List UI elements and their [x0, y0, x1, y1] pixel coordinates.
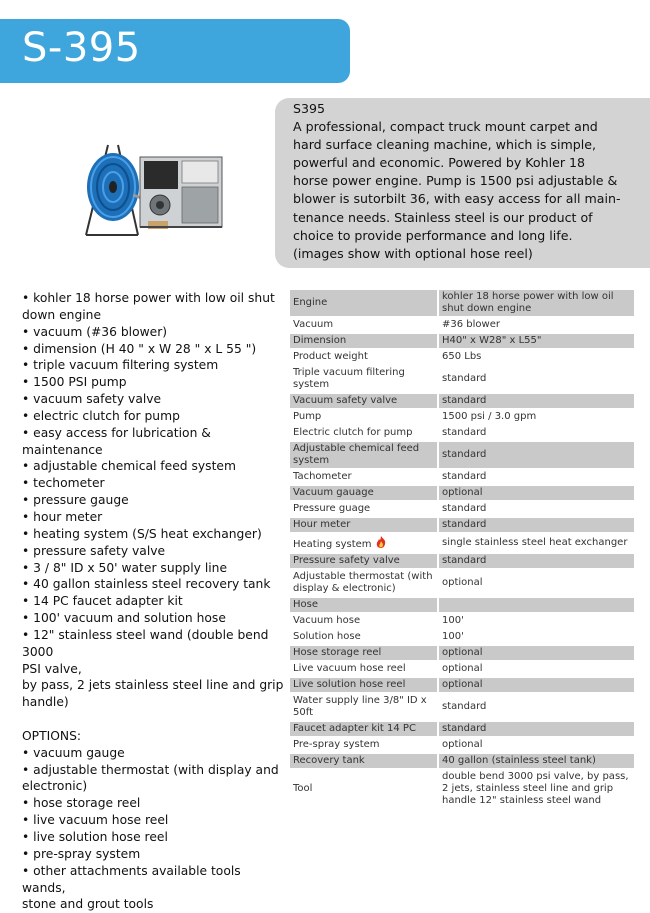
- spec-value: kohler 18 horse power with low oil shut down engine: [437, 290, 634, 316]
- spec-value: optional: [437, 570, 634, 596]
- spec-value: optional: [437, 646, 634, 660]
- spec-label-cell: [290, 694, 437, 720]
- feature-item: • heating system (S/S heat exchanger): [22, 526, 262, 541]
- spec-value: 650 Lbs: [437, 350, 634, 364]
- intro-line: powerful and economic. Powered by Kohler 18: [293, 155, 586, 171]
- table-row: [290, 350, 634, 364]
- feature-item: • vacuum gauge: [22, 745, 125, 760]
- spec-label: Faucet adapter kit 14 PC: [293, 723, 416, 734]
- spec-value: optional: [437, 678, 634, 692]
- feature-item: • electric clutch for pump: [22, 408, 180, 423]
- spec-label: Vacuum hose: [293, 615, 361, 626]
- table-row: [290, 646, 634, 660]
- spec-label: Pressure safety valve: [293, 555, 400, 566]
- spec-label-cell: [290, 318, 437, 332]
- table-row: [290, 334, 634, 348]
- feature-item: • 14 PC faucet adapter kit: [22, 594, 183, 609]
- table-row: [290, 722, 634, 736]
- fire-icon: [374, 535, 388, 549]
- table-row: [290, 486, 634, 500]
- spec-label-cell: [290, 662, 437, 676]
- table-row: [290, 662, 634, 676]
- intro-line: choice to provide performance and long life.: [293, 227, 573, 243]
- spec-value: H40" x W28" x L55": [437, 334, 634, 348]
- spec-label: Pre-spray system: [293, 739, 380, 750]
- feature-item: • other attachments available tools wands,: [22, 863, 241, 895]
- spec-label-cell: [290, 290, 437, 316]
- spec-value: optional: [437, 738, 634, 752]
- spec-value: [437, 598, 634, 612]
- feature-item: • 12" stainless steel wand (double bend 3000: [22, 627, 269, 659]
- spec-label-cell: [290, 722, 437, 736]
- spec-label: Tachometer: [293, 471, 352, 482]
- table-row: [290, 770, 634, 808]
- spec-label: Water supply line 3/8" ID x 50ft: [293, 695, 427, 718]
- intro-line: A professional, compact truck mount carpet and: [293, 119, 598, 135]
- feature-item: • 3 / 8" ID x 50' water supply line: [22, 560, 228, 575]
- spec-value: standard: [437, 470, 634, 484]
- feature-item: • pre-spray system: [22, 846, 141, 861]
- table-row: [290, 754, 634, 768]
- spec-label: Electric clutch for pump: [293, 427, 413, 438]
- spec-value: standard: [437, 722, 634, 736]
- spec-label: Triple vacuum filtering system: [293, 367, 405, 390]
- intro-line: (images show with optional hose reel): [293, 245, 533, 261]
- spec-label-cell: [290, 754, 437, 768]
- spec-value: standard: [437, 502, 634, 516]
- spec-value: standard: [437, 442, 634, 468]
- intro-line: blower is sutorbilt 36, with easy access for all main-: [293, 191, 621, 207]
- spec-value: standard: [437, 518, 634, 532]
- spec-value: 40 gallon (stainless steel tank): [437, 754, 634, 768]
- table-row: [290, 614, 634, 628]
- spec-value: optional: [437, 662, 634, 676]
- spec-label-cell: [290, 738, 437, 752]
- spec-label-cell: [290, 570, 437, 596]
- spec-label-cell: [290, 598, 437, 612]
- spec-value: standard: [437, 426, 634, 440]
- spec-label: Hour meter: [293, 519, 351, 530]
- table-row: [290, 426, 634, 440]
- feature-item: • live solution hose reel: [22, 830, 168, 844]
- spec-value: optional: [437, 486, 634, 500]
- feature-item: • adjustable chemical feed system: [22, 459, 236, 474]
- spec-value: 100': [437, 614, 634, 628]
- table-row: [290, 410, 634, 424]
- spec-label: Live vacuum hose reel: [293, 663, 406, 674]
- title-banner: [0, 19, 350, 83]
- spec-label: Tool: [293, 783, 313, 794]
- spec-label-cell: [290, 486, 437, 500]
- feature-item: stone and grout tools: [22, 897, 154, 912]
- machine-image: [78, 135, 228, 240]
- feature-item: PSI valve,: [22, 661, 82, 676]
- page-title: S-395: [22, 25, 141, 71]
- spec-value: 1500 psi / 3.0 gpm: [437, 410, 634, 424]
- spec-label-cell: [290, 646, 437, 660]
- table-row: [290, 678, 634, 692]
- table-row: [290, 470, 634, 484]
- feature-item: • pressure safety valve: [22, 543, 166, 558]
- table-row: [290, 598, 634, 612]
- intro-description: [293, 118, 640, 263]
- spec-label-cell: [290, 518, 437, 532]
- options-heading: OPTIONS:: [22, 728, 82, 743]
- table-row: [290, 318, 634, 332]
- spec-label: Heating system: [293, 539, 372, 550]
- spec-label-cell: [290, 394, 437, 408]
- spec-label-cell: [290, 334, 437, 348]
- intro-box: [275, 98, 650, 268]
- feature-item: • dimension (H 40 " x W 28 " x L 55 "): [22, 341, 257, 356]
- spec-label: Engine: [293, 297, 328, 308]
- spec-label-cell: [290, 470, 437, 484]
- spec-label: Recovery tank: [293, 755, 365, 766]
- truck-mount-unit: [140, 157, 222, 229]
- table-row: [290, 738, 634, 752]
- spec-label-cell: [290, 410, 437, 424]
- feature-item: • vacuum safety valve: [22, 392, 162, 407]
- table-row: [290, 366, 634, 392]
- spec-label-cell: [290, 426, 437, 440]
- spec-label-cell: [290, 614, 437, 628]
- feature-item: • easy access for lubrication & maintenance: [22, 425, 211, 457]
- intro-line: horse power engine. Pump is 1500 psi adjustable &: [293, 173, 618, 189]
- spec-label-cell: [290, 678, 437, 692]
- table-row: [290, 694, 634, 720]
- spec-value: standard: [437, 554, 634, 568]
- table-row: [290, 518, 634, 532]
- spec-label: Vacuum: [293, 319, 334, 330]
- spec-label: Adjustable chemical feed system: [293, 443, 420, 466]
- feature-item: • 1500 PSI pump: [22, 375, 127, 390]
- table-row: [290, 554, 634, 568]
- spec-value: 100': [437, 630, 634, 644]
- feature-item: by pass, 2 jets stainless steel line and grip: [22, 678, 284, 693]
- spec-value: standard: [437, 394, 634, 408]
- feature-item: • techometer: [22, 476, 105, 491]
- spec-value: single stainless steel heat exchanger: [437, 534, 634, 552]
- spec-label: Pressure guage: [293, 503, 371, 514]
- spec-label-cell: [290, 630, 437, 644]
- table-row: [290, 394, 634, 408]
- feature-item: down engine: [22, 307, 102, 322]
- feature-item: • 40 gallon stainless steel recovery tank: [22, 577, 271, 592]
- feature-item: • live vacuum hose reel: [22, 813, 169, 828]
- spec-label: Solution hose: [293, 631, 361, 642]
- spec-value: standard: [437, 694, 634, 720]
- feature-item: handle): [22, 695, 69, 710]
- spec-label: Hose storage reel: [293, 647, 382, 658]
- spec-label-cell: [290, 554, 437, 568]
- spec-table: [290, 288, 634, 810]
- table-row: [290, 570, 634, 596]
- feature-item: • pressure gauge: [22, 493, 129, 508]
- feature-item: • triple vacuum filtering system: [22, 358, 219, 373]
- feature-list: [22, 290, 284, 913]
- spec-value: double bend 3000 psi valve, by pass, 2 jets, stainless steel line and grip handle 12" stainless steel wand: [437, 770, 634, 808]
- intro-line: tenance needs. Stainless steel is our product of: [293, 209, 593, 225]
- spec-label: Vacuum gauage: [293, 487, 374, 498]
- spec-label-cell: [290, 534, 437, 552]
- spec-label-cell: [290, 366, 437, 392]
- spec-value: #36 blower: [437, 318, 634, 332]
- spec-label: Live solution hose reel: [293, 679, 406, 690]
- table-row: [290, 630, 634, 644]
- spec-label-cell: [290, 502, 437, 516]
- spec-label-cell: [290, 350, 437, 364]
- table-row: [290, 534, 634, 552]
- spec-label: Vacuum safety valve: [293, 395, 398, 406]
- table-row: [290, 290, 634, 316]
- feature-item: • hour meter: [22, 509, 103, 524]
- feature-item: • vacuum (#36 blower): [22, 324, 168, 339]
- table-row: [290, 502, 634, 516]
- spec-label: Adjustable thermostat (with display & electronic): [293, 571, 433, 594]
- feature-item: • hose storage reel: [22, 796, 141, 811]
- intro-model: S395: [293, 101, 326, 116]
- feature-item: • kohler 18 horse power with low oil shut: [22, 291, 275, 305]
- feature-item: electronic): [22, 779, 88, 794]
- spec-label-cell: [290, 770, 437, 808]
- spec-label: Hose: [293, 599, 318, 610]
- spec-label-cell: [290, 442, 437, 468]
- feature-item: • 100' vacuum and solution hose: [22, 611, 226, 626]
- list-spacer: [22, 711, 284, 728]
- spec-label: Pump: [293, 411, 322, 422]
- table-row: [290, 442, 634, 468]
- spec-label: Product weight: [293, 351, 368, 362]
- spec-label: Dimension: [293, 335, 347, 346]
- feature-item: • adjustable thermostat (with display and: [22, 762, 279, 777]
- spec-value: standard: [437, 366, 634, 392]
- intro-line: hard surface cleaning machine, which is simple,: [293, 137, 597, 153]
